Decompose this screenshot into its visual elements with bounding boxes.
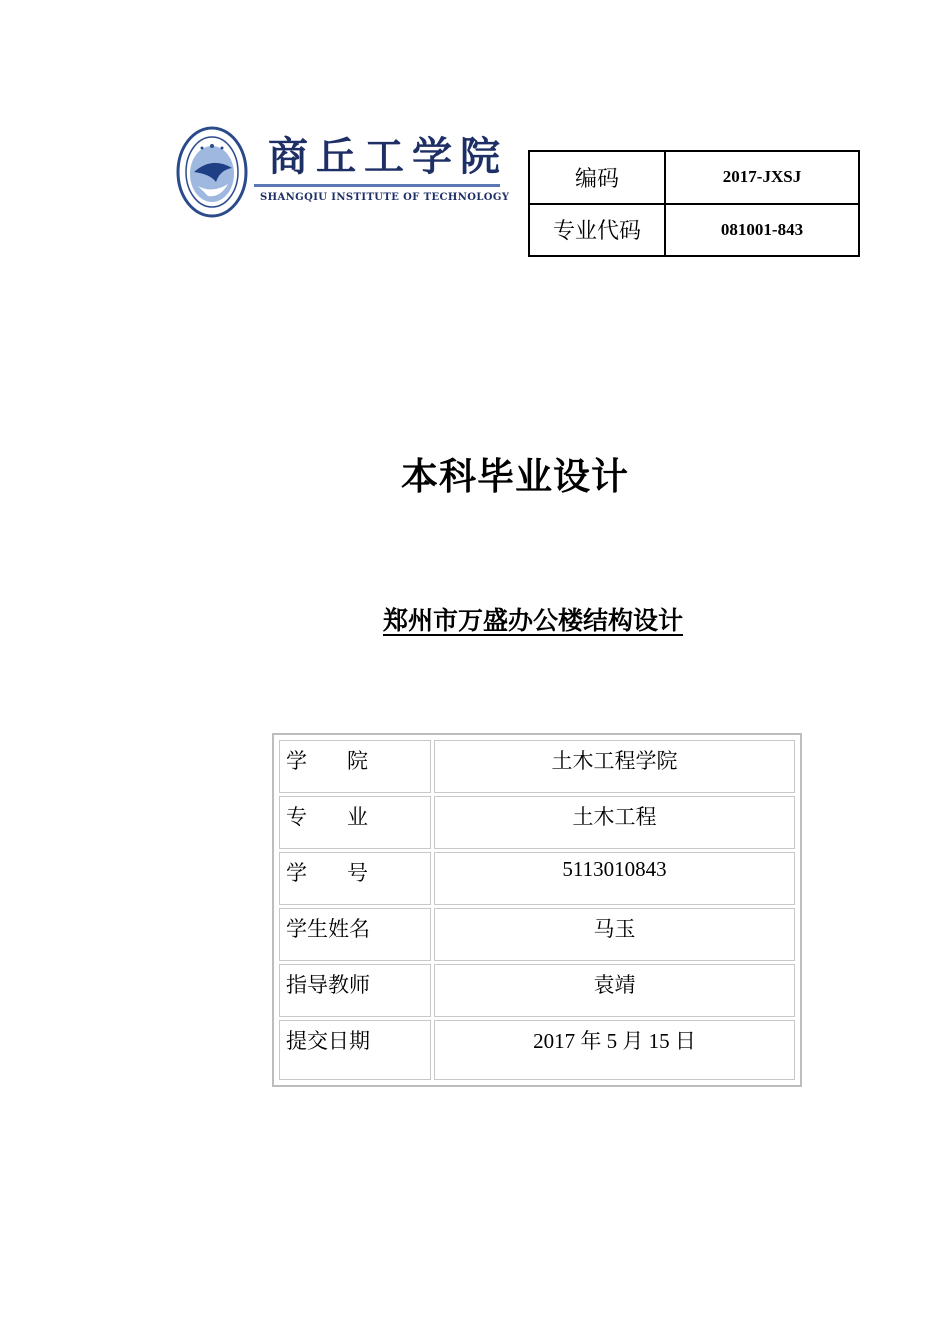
university-logo xyxy=(176,126,510,221)
thesis-title: 郑州市万盛办公楼结构设计 xyxy=(382,606,683,635)
student-info-table xyxy=(272,733,802,1087)
major-code-row xyxy=(529,204,859,257)
logo-divider xyxy=(254,184,500,187)
table-row xyxy=(279,908,795,961)
major-code-label: 专业代码 xyxy=(529,204,665,257)
table-row xyxy=(279,796,795,849)
code-label: 编码 xyxy=(529,151,665,204)
student-id-value: 5113010843 xyxy=(434,852,795,905)
advisor-value: 袁靖 xyxy=(434,964,795,1017)
code-box xyxy=(528,150,860,257)
major-value: 土木工程 xyxy=(434,796,795,849)
university-emblem-icon xyxy=(176,126,248,218)
student-name-label: 学生姓名 xyxy=(279,908,431,961)
college-value: 土木工程学院 xyxy=(434,740,795,793)
logo-english-name: SHANGQIU INSTITUTE OF TECHNOLOGY xyxy=(260,192,510,203)
major-code-value: 081001-843 xyxy=(665,204,859,257)
advisor-label: 指导教师 xyxy=(279,964,431,1017)
submission-date-label: 提交日期 xyxy=(279,1020,431,1080)
table-row xyxy=(279,1020,795,1080)
table-row xyxy=(279,740,795,793)
major-label: 专 业 xyxy=(279,796,431,849)
student-id-label: 学 号 xyxy=(279,852,431,905)
code-row xyxy=(529,151,859,204)
code-value: 2017-JXSJ xyxy=(665,151,859,204)
table-row xyxy=(279,964,795,1017)
submission-date-value: 2017 年 5 月 15 日 xyxy=(434,1020,795,1080)
document-type-title: 本科毕业设计 xyxy=(401,455,629,498)
logo-chinese-name: 商丘工学院 xyxy=(268,133,508,180)
table-row xyxy=(279,852,795,905)
student-name-value: 马玉 xyxy=(434,908,795,961)
college-label: 学 院 xyxy=(279,740,431,793)
